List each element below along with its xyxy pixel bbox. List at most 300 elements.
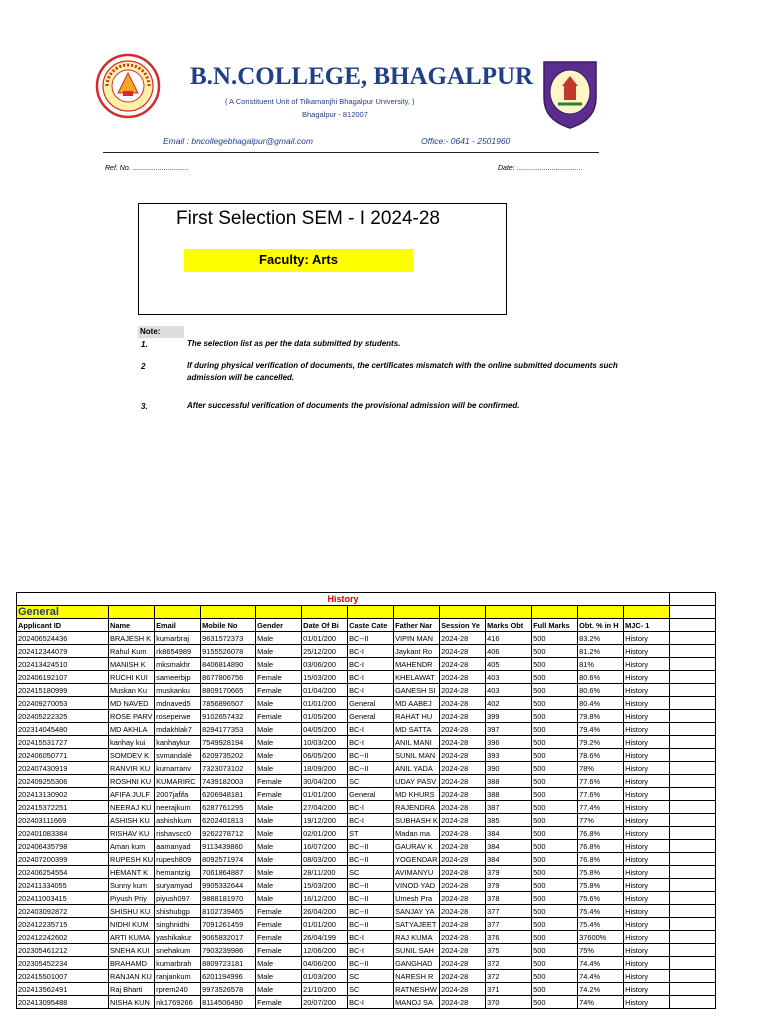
table-cell: 2024-28 (440, 957, 486, 970)
table-cell: SHISHU KU (109, 905, 155, 918)
table-row (17, 879, 716, 892)
table-cell: 372 (486, 970, 532, 983)
table-cell: 26/04/199 (302, 931, 348, 944)
empty-cell (670, 970, 716, 983)
empty-cell (670, 983, 716, 996)
empty-cell (670, 749, 716, 762)
table-cell: 8809170665 (201, 684, 256, 697)
table-cell: 202413095488 (17, 996, 109, 1009)
table-cell: Female (256, 931, 302, 944)
table-cell: RANJAN KU (109, 970, 155, 983)
empty-cell (670, 658, 716, 671)
table-cell: 9113439860 (201, 840, 256, 853)
table-cell: 376 (486, 931, 532, 944)
table-cell: SANJAY YA (394, 905, 440, 918)
table-cell: Male (256, 879, 302, 892)
table-cell: kumarbrah (155, 957, 201, 970)
note-text: The selection list as per the data submitted by students. (187, 339, 401, 348)
table-cell: 75% (578, 944, 624, 957)
table-cell: 26/04/200 (302, 905, 348, 918)
table-cell: SC (348, 775, 394, 788)
table-cell: SC (348, 866, 394, 879)
table-cell: 372 (486, 957, 532, 970)
table-cell: 79.2% (578, 736, 624, 749)
empty-cell (670, 879, 716, 892)
table-cell: 6201194996 (201, 970, 256, 983)
table-cell: 403 (486, 684, 532, 697)
table-cell: 01/01/200 (302, 788, 348, 801)
table-cell: 04/05/200 (302, 723, 348, 736)
table-cell: History (624, 762, 670, 775)
table-cell: 6209735202 (201, 749, 256, 762)
table-row (17, 710, 716, 723)
table-cell: 2024-28 (440, 801, 486, 814)
table-cell: 500 (532, 671, 578, 684)
table-cell: 202403092872 (17, 905, 109, 918)
table-cell: History (624, 749, 670, 762)
selection-table (16, 592, 716, 1009)
table-cell: History (624, 801, 670, 814)
table-cell: 2024-28 (440, 788, 486, 801)
table-cell: 77% (578, 814, 624, 827)
table-cell: snehakum (155, 944, 201, 957)
table-cell: 500 (532, 814, 578, 827)
table-cell: 81.2% (578, 645, 624, 658)
note-number: 3. (141, 402, 148, 411)
table-cell: 2024-28 (440, 931, 486, 944)
table-cell: 9631572373 (201, 632, 256, 645)
table-cell: 202415180999 (17, 684, 109, 697)
table-cell: Rahul Kum (109, 645, 155, 658)
table-cell: 500 (532, 931, 578, 944)
table-cell: RAHAT HU (394, 710, 440, 723)
table-cell: Female (256, 918, 302, 931)
table-cell: 202401083384 (17, 827, 109, 840)
table-cell: 405 (486, 658, 532, 671)
table-cell: 202406050771 (17, 749, 109, 762)
table-cell: Female (256, 944, 302, 957)
table-cell: 2024-28 (440, 671, 486, 684)
empty-cell (670, 957, 716, 970)
table-cell: Jaykant Ro (394, 645, 440, 658)
table-cell: 202415372251 (17, 801, 109, 814)
table-cell: Male (256, 827, 302, 840)
table-cell: RUPESH KU (110, 854, 154, 864)
table-cell: 77.6% (578, 775, 624, 788)
table-cell: 500 (532, 905, 578, 918)
table-cell: 2024-28 (440, 736, 486, 749)
table-cell: Aman kum (109, 840, 155, 853)
table-row (17, 697, 716, 710)
table-cell: History (624, 632, 670, 645)
table-cell: 7091261459 (201, 918, 256, 931)
table-cell: ROSHNI KU (109, 775, 155, 788)
table-cell: Male (256, 749, 302, 762)
table-cell: Female (256, 996, 302, 1009)
table-cell: 202413424510 (17, 658, 109, 671)
table-cell: GAURAV K (394, 840, 440, 853)
table-cell: Piyush Priy (109, 892, 155, 905)
table-cell: BC--II (348, 892, 394, 905)
table-cell: 202406192107 (17, 671, 109, 684)
table-cell: Sunny kum (109, 879, 155, 892)
table-cell: NIDHI KUM (109, 918, 155, 931)
table-cell: 2007jafifa (155, 788, 201, 801)
table-cell: ASHISH KU (109, 814, 155, 827)
table-cell: 202409255306 (17, 775, 109, 788)
table-cell: 202406254554 (17, 866, 109, 879)
table-cell: 01/01/200 (302, 697, 348, 710)
table-cell: 2024-28 (440, 762, 486, 775)
table-cell: 76.8% (578, 827, 624, 840)
table-cell: 2024-28 (440, 814, 486, 827)
table-cell: BC-I (348, 723, 394, 736)
table-cell: 202314045480 (17, 723, 109, 736)
table-cell: History (624, 658, 670, 671)
table-cell: 202405222325 (17, 710, 109, 723)
table-cell: 9973526578 (201, 983, 256, 996)
table-cell: BC-I (348, 931, 394, 944)
table-cell: 2024-28 (440, 645, 486, 658)
table-cell: 378 (486, 892, 532, 905)
table-cell: Male (256, 697, 302, 710)
table-cell: BC--II (348, 918, 394, 931)
table-cell: 9905332644 (201, 879, 256, 892)
table-cell: 9155526078 (201, 645, 256, 658)
empty-cell (670, 632, 716, 645)
table-cell: VIPIN MAN (394, 632, 440, 645)
table-cell: SATYAJEET (394, 918, 440, 931)
table-cell: shishubgp (155, 905, 201, 918)
table-cell: 75.4% (578, 918, 624, 931)
table-cell: NEERAJ KU (109, 801, 155, 814)
table-cell: History (624, 684, 670, 697)
empty-cell (670, 905, 716, 918)
table-cell: 500 (532, 944, 578, 957)
table-cell: Male (256, 814, 302, 827)
table-cell: SUBHASH K (395, 815, 438, 825)
table-cell: 2024-28 (440, 697, 486, 710)
table-row (17, 840, 716, 853)
table-row (17, 957, 716, 970)
table-cell: Female (256, 905, 302, 918)
table-cell: 2024-28 (440, 827, 486, 840)
empty-cell (670, 697, 716, 710)
table-cell: rk8654989 (155, 645, 201, 658)
table-cell: History (624, 736, 670, 749)
column-header: Full Marks (532, 619, 578, 632)
table-cell: svmandalé (155, 749, 201, 762)
table-cell: 202412235715 (17, 918, 109, 931)
table-cell: suryamyad (155, 879, 201, 892)
table-cell: 202409270053 (17, 697, 109, 710)
table-cell: NISHA KUN (109, 996, 155, 1009)
table-cell: History (624, 931, 670, 944)
table-cell: Male (256, 762, 302, 775)
table-cell: 500 (532, 827, 578, 840)
table-cell: kanhaykur (155, 736, 201, 749)
table-cell: 06/05/200 (302, 749, 348, 762)
table-cell: History (624, 892, 670, 905)
note-number: 1. (141, 340, 148, 349)
table-cell: 25/12/200 (302, 645, 348, 658)
table-cell: 2024-28 (440, 879, 486, 892)
table-cell: SUNIL SAH (394, 944, 440, 957)
table-cell: 2024-28 (440, 723, 486, 736)
table-cell: 2024-28 (440, 866, 486, 879)
column-header: Marks Obt (486, 619, 532, 632)
empty-cell (670, 866, 716, 879)
table-cell: BC--II (348, 905, 394, 918)
column-header: Applicant ID (17, 619, 109, 632)
table-cell: SC (348, 983, 394, 996)
table-cell: AFIFA JULF (109, 788, 155, 801)
empty-cell (670, 853, 716, 866)
table-cell: 77.4% (578, 801, 624, 814)
table-cell: 379 (486, 879, 532, 892)
college-subtitle: ( A Constituent Unit of Tilkamanjhi Bhagalpur University, ) (225, 97, 415, 106)
empty-cell (670, 827, 716, 840)
empty-cell (670, 840, 716, 853)
table-cell: 77.6% (578, 788, 624, 801)
table-cell: 500 (532, 801, 578, 814)
table-cell: 75.8% (578, 879, 624, 892)
table-cell: 8102739465 (201, 905, 256, 918)
table-cell: RUCHI KUI (109, 671, 155, 684)
empty-cell (670, 801, 716, 814)
table-cell: GANGHAD (394, 957, 440, 970)
table-cell: 500 (532, 658, 578, 671)
ref-no: Ref. No. ............................. (105, 165, 190, 172)
table-cell: muskanku (155, 684, 201, 697)
table-cell: 2024-28 (440, 983, 486, 996)
table-cell: 500 (532, 632, 578, 645)
table-cell: 7439182003 (201, 775, 256, 788)
table-cell: 76.8% (578, 853, 624, 866)
table-row (17, 892, 716, 905)
table-cell: 500 (532, 879, 578, 892)
table-cell: 202413562491 (17, 983, 109, 996)
table-row (17, 775, 716, 788)
table-cell: 16/07/200 (302, 840, 348, 853)
table-row (17, 658, 716, 671)
table-row (17, 983, 716, 996)
table-cell: History (624, 788, 670, 801)
table-cell: ashishkum (155, 814, 201, 827)
table-cell: 79.8% (578, 710, 624, 723)
table-cell: 8809723181 (201, 957, 256, 970)
table-cell: 500 (532, 840, 578, 853)
table-cell: 75.8% (578, 866, 624, 879)
table-cell: MANISH K (109, 658, 155, 671)
table-cell: Male (256, 957, 302, 970)
column-header: Father Nar (394, 619, 440, 632)
table-cell: 500 (532, 983, 578, 996)
table-cell: 21/10/200 (302, 983, 348, 996)
empty-cell (670, 619, 716, 632)
table-cell: 6206948181 (201, 788, 256, 801)
table-row (17, 918, 716, 931)
table-cell: 04/06/200 (302, 957, 348, 970)
table-cell: Male (256, 736, 302, 749)
column-header: Email (155, 619, 201, 632)
empty-cell (670, 593, 716, 606)
table-cell: 8294177353 (201, 723, 256, 736)
table-cell: neerajkum (155, 801, 201, 814)
table-cell: History (624, 671, 670, 684)
table-cell: Male (256, 723, 302, 736)
table-cell: singhnidhi (155, 918, 201, 931)
table-cell: rishavscc0 (155, 827, 201, 840)
table-cell: Male (256, 645, 302, 658)
table-cell: 80.6% (578, 684, 624, 697)
table-cell: ranjankum (155, 970, 201, 983)
table-cell: 379 (486, 866, 532, 879)
table-cell: History (624, 918, 670, 931)
table-cell: MD SATTA (394, 723, 440, 736)
table-cell: 74% (578, 996, 624, 1009)
empty-cell (670, 892, 716, 905)
column-header-row (17, 619, 716, 632)
table-cell: BC-I (348, 944, 394, 957)
table-cell: 371 (486, 983, 532, 996)
table-cell: 81% (578, 658, 624, 671)
table-cell: 8114506490 (201, 996, 256, 1009)
table-cell: 8092571974 (201, 853, 256, 866)
table-cell: 8406814890 (201, 658, 256, 671)
table-cell: 500 (532, 853, 578, 866)
column-header: Session Ye (440, 619, 486, 632)
table-cell: 83.2% (578, 632, 624, 645)
table-cell: NARESH R (394, 970, 440, 983)
table-cell: History (624, 879, 670, 892)
table-cell: 500 (532, 996, 578, 1009)
table-cell: 37600% (578, 931, 624, 944)
table-cell: 388 (486, 775, 532, 788)
table-row (17, 814, 716, 827)
table-cell: History (624, 723, 670, 736)
table-cell: 390 (486, 762, 532, 775)
table-cell: History (624, 827, 670, 840)
table-cell: roseperwe (155, 710, 201, 723)
table-cell: ROSE PARV (109, 710, 155, 723)
table-cell: piyush097 (155, 892, 201, 905)
table-cell: 75.6% (578, 892, 624, 905)
table-cell: General (348, 697, 394, 710)
subject-title: History (17, 593, 670, 606)
note-heading: Note: (138, 326, 184, 338)
table-cell: 6202401813 (201, 814, 256, 827)
column-header: Obt. % in H (578, 619, 624, 632)
table-cell: History (624, 645, 670, 658)
table-cell: Female (256, 671, 302, 684)
table-cell: 03/06/200 (302, 658, 348, 671)
college-email: Email : bncollegebhagalpur@gmail.com (163, 136, 313, 146)
table-cell: 2024-28 (440, 892, 486, 905)
empty-cell (670, 775, 716, 788)
table-cell: aamanyad (155, 840, 201, 853)
note-number: 2 (141, 362, 146, 371)
table-cell: RATNESHW (394, 983, 440, 996)
table-cell: 202403111669 (17, 814, 109, 827)
table-cell: History (624, 866, 670, 879)
table-cell: History (624, 996, 670, 1009)
table-cell: 202305461212 (17, 944, 109, 957)
table-cell: Male (256, 658, 302, 671)
table-cell: 74.2% (578, 983, 624, 996)
category-row (17, 606, 716, 619)
table-cell: 2024-28 (440, 918, 486, 931)
table-cell: 500 (532, 957, 578, 970)
table-cell: RAJ KUMA (394, 931, 440, 944)
table-cell: 2024-28 (440, 684, 486, 697)
header-divider (103, 152, 599, 153)
table-cell: 399 (486, 710, 532, 723)
table-cell: 202411334055 (17, 879, 109, 892)
table-cell: History (624, 944, 670, 957)
table-cell: 202412344079 (17, 645, 109, 658)
table-cell: HEMANT K (109, 866, 155, 879)
table-cell: MD AABEJ (394, 697, 440, 710)
table-cell: 500 (532, 892, 578, 905)
table-cell: BC--II (348, 749, 394, 762)
column-header: Mobile No (201, 619, 256, 632)
table-cell: History (624, 983, 670, 996)
table-cell: 384 (486, 840, 532, 853)
table-cell: ARTI KUMA (109, 931, 155, 944)
table-cell: 402 (486, 697, 532, 710)
table-cell: ST (348, 827, 394, 840)
table-cell: 02/01/200 (302, 827, 348, 840)
table-cell: 76.8% (578, 840, 624, 853)
empty-cell (670, 723, 716, 736)
table-cell: Male (256, 853, 302, 866)
table-cell: UDAY PASV (394, 775, 440, 788)
table-row (17, 944, 716, 957)
table-cell: 01/01/200 (302, 918, 348, 931)
table-cell: 01/05/200 (302, 710, 348, 723)
table-cell: 75.4% (578, 905, 624, 918)
table-cell: Female (256, 775, 302, 788)
table-cell: 377 (486, 905, 532, 918)
table-cell: Umesh Pra (394, 892, 440, 905)
column-header: Gender (256, 619, 302, 632)
table-cell: YOGENDAR (394, 853, 440, 866)
table-cell: GANESH SI (394, 684, 440, 697)
table-cell: Female (256, 788, 302, 801)
table-cell: Male (256, 801, 302, 814)
table-cell: 397 (486, 723, 532, 736)
table-row (17, 645, 716, 658)
table-cell: BC-I (348, 658, 394, 671)
table-cell: 202407200399 (17, 853, 109, 866)
table-cell: History (624, 957, 670, 970)
table-cell: 2024-28 (440, 970, 486, 983)
table-row (17, 788, 716, 801)
table-cell: 01/01/200 (302, 632, 348, 645)
table-cell: History (624, 840, 670, 853)
table-cell: 500 (532, 762, 578, 775)
table-cell: BC--II (348, 853, 394, 866)
table-cell: 416 (486, 632, 532, 645)
table-cell: BC-I (348, 736, 394, 749)
table-cell: 500 (532, 710, 578, 723)
table-cell: Raj Bharti (109, 983, 155, 996)
table-cell: 08/03/200 (302, 853, 348, 866)
table-cell: 500 (532, 866, 578, 879)
table-cell: 74.4% (578, 970, 624, 983)
college-name: B.N.COLLEGE, BHAGALPUR (190, 63, 534, 90)
